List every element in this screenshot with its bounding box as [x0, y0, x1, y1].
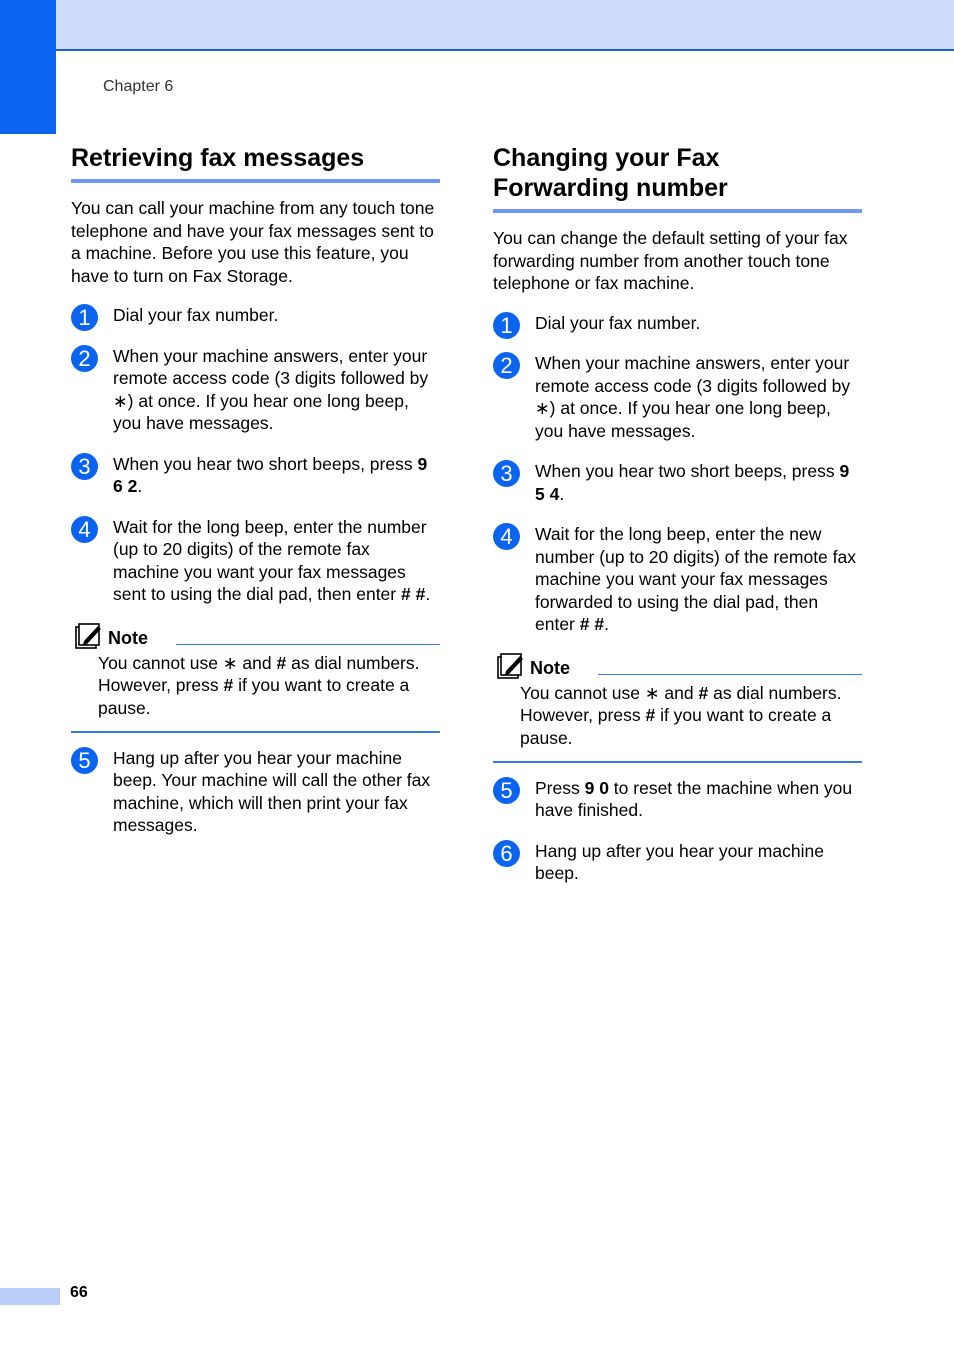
step-number-badge: 4: [71, 516, 98, 543]
step-number-badge: 5: [493, 777, 520, 804]
note-label: Note: [530, 657, 570, 678]
key-sequence: 9 6 2: [113, 453, 428, 496]
footer-band: [0, 1288, 60, 1305]
step-3: [71, 453, 440, 498]
step-6: [493, 840, 862, 885]
key-sequence: 9 5 4: [535, 461, 850, 504]
step-text: When your machine answers, enter your remote access code (3 digits followed by ∗) at once. If you hear one long beep, you have messages.: [113, 345, 429, 433]
note-pencil-icon: [74, 622, 104, 650]
step-text: Press 9 0 to reset the machine when you have finished.: [535, 777, 853, 820]
key-sequence: 9 0: [584, 777, 609, 798]
step-5: [493, 777, 862, 822]
note-divider: [598, 674, 862, 676]
chapter-tab-marker: [0, 0, 56, 134]
step-3: [493, 460, 862, 505]
step-2: [71, 345, 440, 435]
note-box: [71, 622, 440, 733]
step-5: [71, 747, 440, 837]
right-column: [493, 143, 862, 885]
header-band: [0, 0, 954, 51]
step-number-badge: 3: [493, 460, 520, 487]
step-text: Wait for the long beep, enter the number (up to 20 digits) of the remote fax machine you want your fax messages sent to using the dial pad, then enter # #.: [113, 516, 431, 604]
step-number-badge: 2: [71, 345, 98, 372]
note-bottom-rule: [71, 731, 440, 733]
title-rule: [493, 209, 862, 213]
step-text: When your machine answers, enter your remote access code (3 digits followed by ∗) at once. If you hear one long beep, you have messages.: [535, 353, 851, 441]
step-text: When you hear two short beeps, press 9 6 2.: [113, 453, 428, 496]
key-sequence: # #: [579, 614, 605, 634]
key-sequence: # #: [400, 584, 426, 604]
note-label: Note: [108, 627, 148, 648]
step-number-badge: 1: [71, 304, 98, 331]
step-text: When you hear two short beeps, press 9 5 4.: [535, 461, 850, 504]
step-number-badge: 6: [493, 840, 520, 867]
step-text: Dial your fax number.: [535, 312, 701, 333]
step-2: [493, 352, 862, 442]
page-number: 66: [70, 1284, 88, 1301]
step-text: Wait for the long beep, enter the new number (up to 20 digits) of the remote fax machine you want your fax messages forwarded to using the dial pad, then enter # #.: [535, 524, 856, 634]
note-header: [493, 652, 862, 682]
title-rule: [71, 179, 440, 183]
step-text: Hang up after you hear your machine beep.: [535, 840, 824, 883]
note-divider: [176, 644, 440, 646]
step-1: [71, 304, 440, 330]
step-4: [71, 516, 440, 606]
note-box: [493, 652, 862, 763]
section-title-retrieving: Retrieving fax messages: [71, 144, 365, 172]
step-text: Dial your fax number.: [113, 305, 279, 325]
step-1: [493, 312, 862, 338]
step-number-badge: 4: [493, 523, 520, 550]
note-header: [71, 622, 440, 652]
step-number-badge: 1: [493, 312, 520, 339]
note-text: You cannot use ∗ and # as dial numbers. However, press # if you want to create a pause.: [98, 652, 420, 718]
step-4: [493, 523, 862, 636]
step-number-badge: 5: [71, 747, 98, 774]
intro-paragraph: You can call your machine from any touch tone telephone and have your fax messages sent to a machine. Before you use this feature, you have to turn on Fax Storage.: [71, 198, 435, 286]
note-bottom-rule: [493, 761, 862, 763]
step-text: Hang up after you hear your machine beep. Your machine will call the other fax machine, which will then print your fax messages.: [113, 747, 431, 835]
chapter-label: Chapter 6: [103, 78, 174, 95]
section-title-changing: Changing your Fax Forwarding number: [493, 144, 728, 202]
note-text: You cannot use ∗ and # as dial numbers. However, press # if you want to create a pause.: [520, 682, 842, 748]
step-number-badge: 2: [493, 352, 520, 379]
intro-paragraph: You can change the default setting of your fax forwarding number from another touch tone telephone or fax machine.: [493, 228, 848, 293]
left-column: [71, 143, 440, 837]
step-number-badge: 3: [71, 453, 98, 480]
note-pencil-icon: [496, 652, 526, 680]
